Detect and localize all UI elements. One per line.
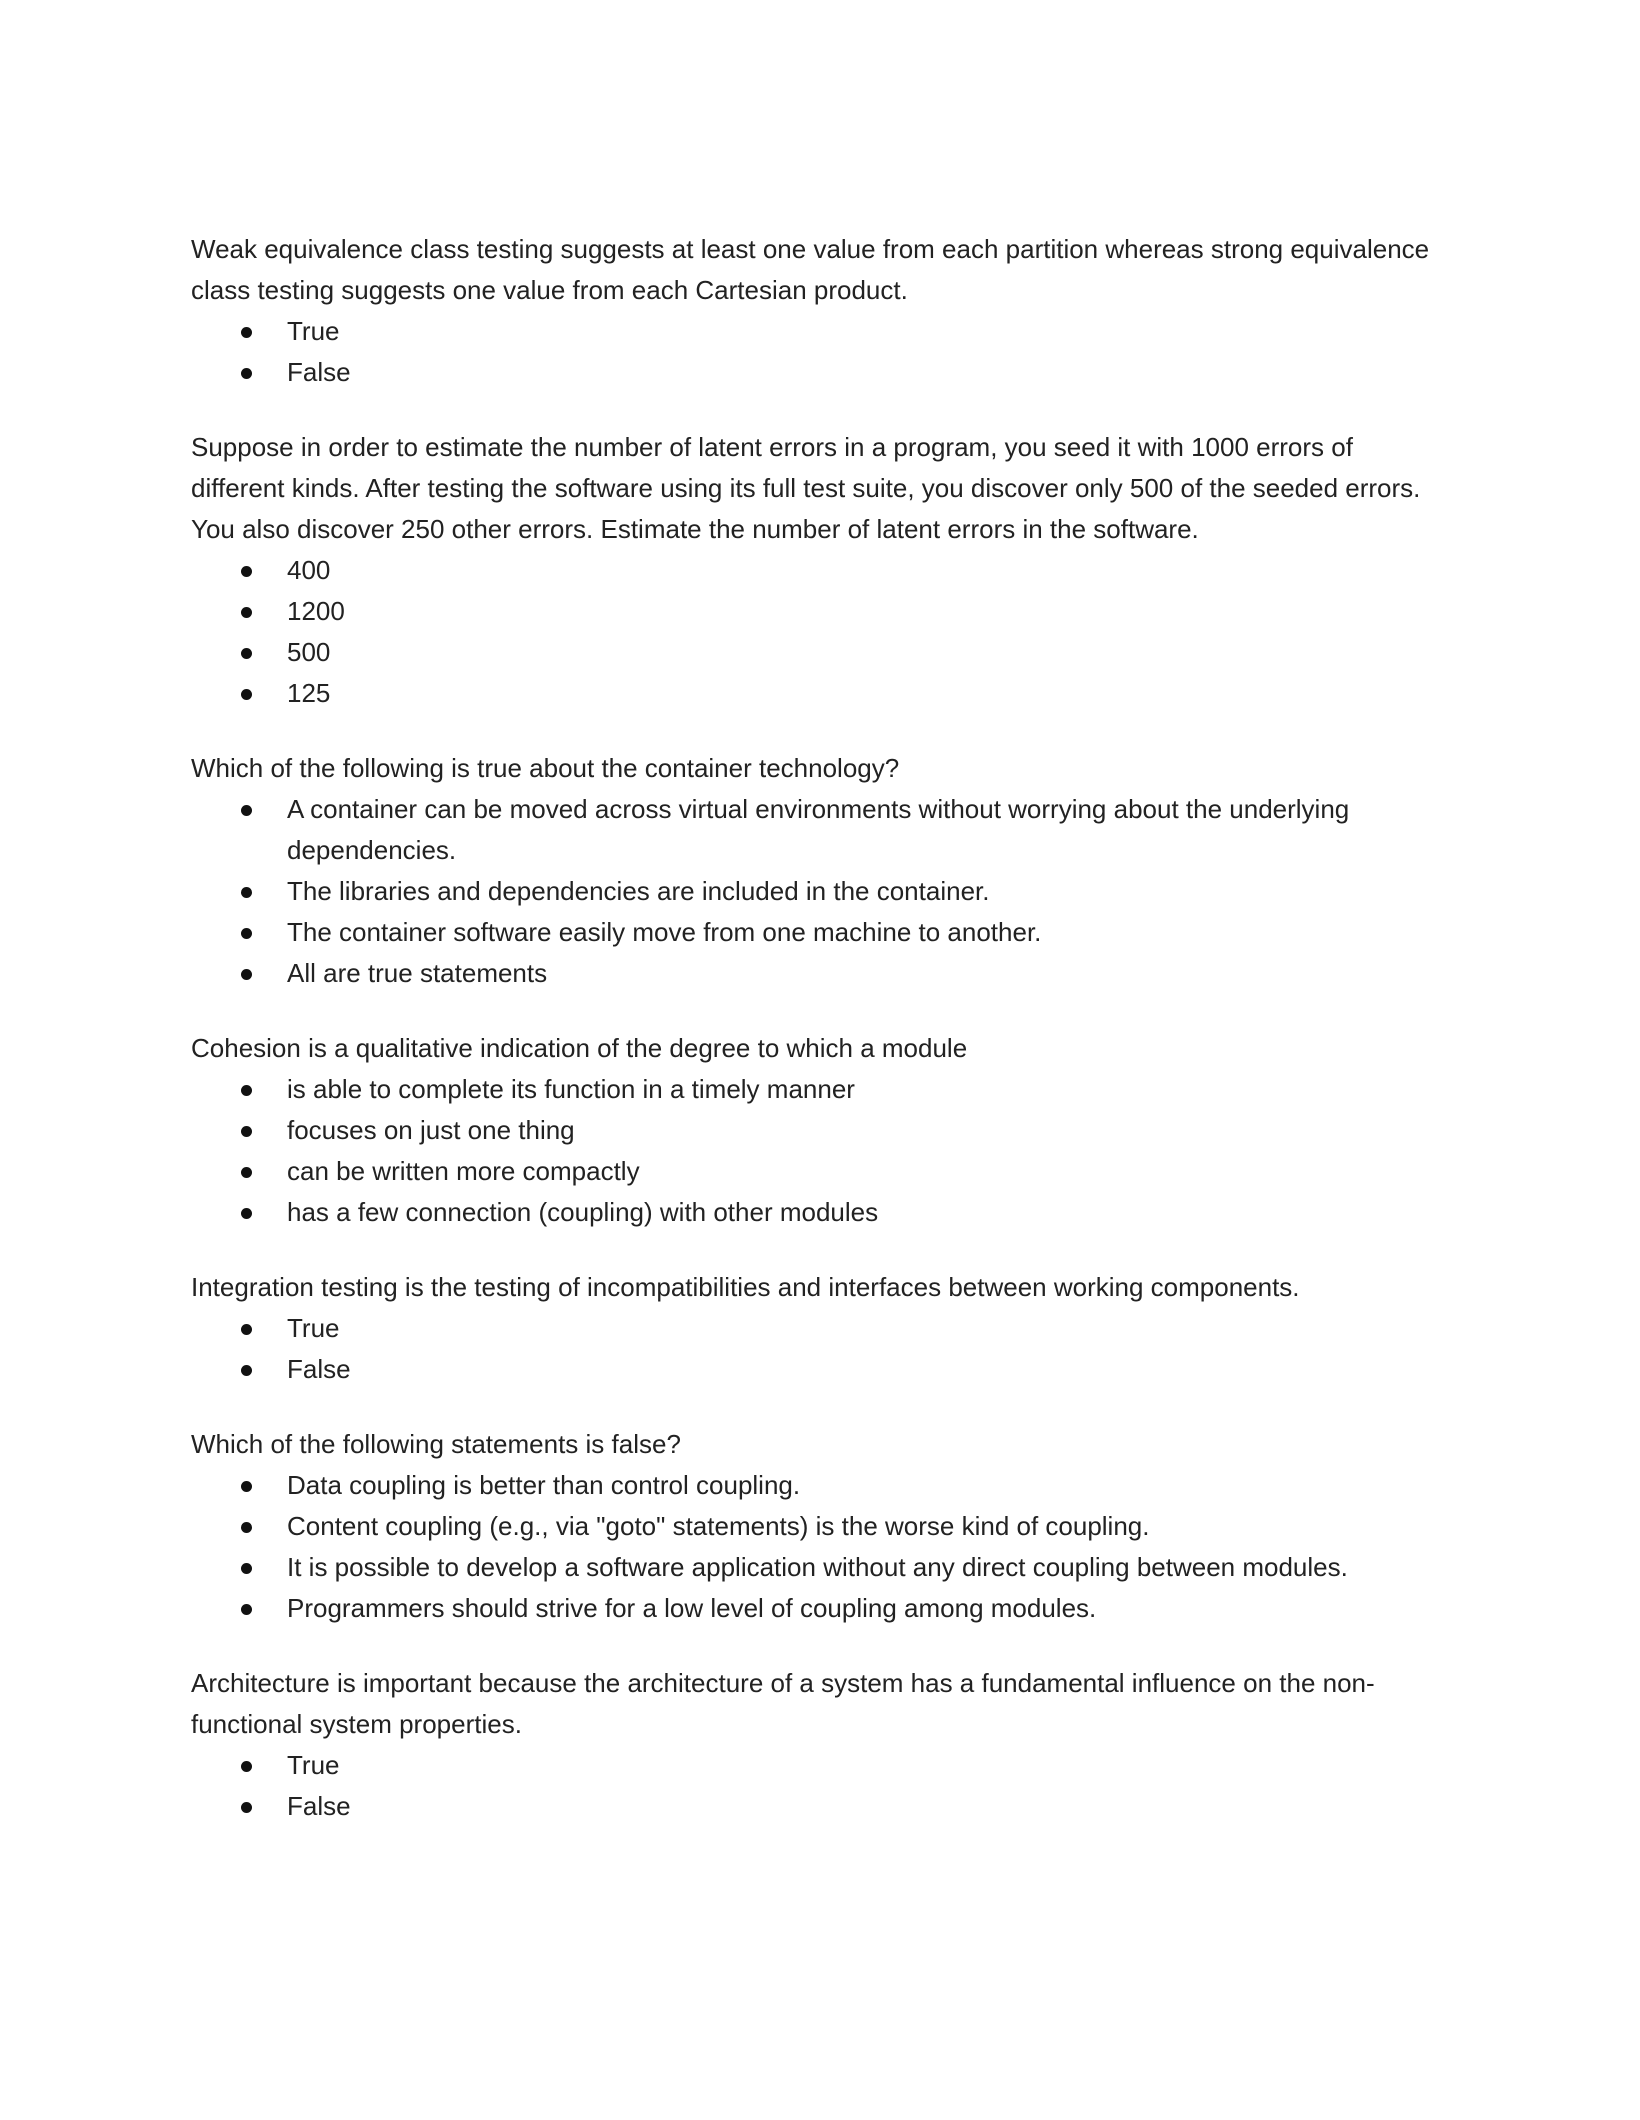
bullet-icon <box>241 969 252 980</box>
option-list <box>191 311 1451 393</box>
question-2 <box>191 427 1451 714</box>
option-text: 500 <box>287 637 331 667</box>
option-item <box>191 871 1451 912</box>
option-list <box>191 1308 1451 1390</box>
bullet-icon <box>241 1365 252 1376</box>
bullet-icon <box>241 1208 252 1219</box>
option-item <box>191 1110 1451 1151</box>
option-item <box>191 912 1451 953</box>
option-text: 400 <box>287 555 331 585</box>
bullet-icon <box>241 648 252 659</box>
option-item <box>191 1192 1451 1233</box>
option-list <box>191 1465 1451 1629</box>
option-text: can be written more compactly <box>287 1156 640 1186</box>
option-text: Content coupling (e.g., via "goto" statements) is the worse kind of coupling. <box>287 1511 1150 1541</box>
bullet-icon <box>241 566 252 577</box>
option-item <box>191 591 1451 632</box>
option-item <box>191 1465 1451 1506</box>
question-3 <box>191 748 1451 994</box>
option-text: Data coupling is better than control coupling. <box>287 1470 801 1500</box>
bullet-icon <box>241 1761 252 1772</box>
option-text: True <box>287 1313 340 1343</box>
option-item <box>191 1349 1451 1390</box>
option-text: 1200 <box>287 596 345 626</box>
question-text: Weak equivalence class testing suggests at least one value from each partition whereas strong equivalence class testing suggests one value from each Cartesian product. <box>191 234 1430 305</box>
bullet-icon <box>241 1085 252 1096</box>
bullet-icon <box>241 1802 252 1813</box>
option-item <box>191 1151 1451 1192</box>
option-text: True <box>287 1750 340 1780</box>
option-item <box>191 1069 1451 1110</box>
option-text: Programmers should strive for a low level of coupling among modules. <box>287 1593 1097 1623</box>
option-item <box>191 550 1451 591</box>
option-text: The libraries and dependencies are included in the container. <box>287 876 990 906</box>
option-item <box>191 632 1451 673</box>
question-text: Cohesion is a qualitative indication of the degree to which a module <box>191 1033 968 1063</box>
question-text: Architecture is important because the architecture of a system has a fundamental influence on the non-functional system properties. <box>191 1668 1375 1739</box>
document-body <box>191 229 1451 1861</box>
bullet-icon <box>241 1481 252 1492</box>
bullet-icon <box>241 805 252 816</box>
question-text: Suppose in order to estimate the number of latent errors in a program, you seed it with 1000 errors of different kinds. After testing the software using its full test suite, you discover only 500 of the seeded errors. You also discover 250 other errors. Estimate the number of latent errors in the software. <box>191 432 1421 544</box>
option-item <box>191 311 1451 352</box>
bullet-icon <box>241 1167 252 1178</box>
option-item <box>191 953 1451 994</box>
bullet-icon <box>241 607 252 618</box>
bullet-icon <box>241 368 252 379</box>
question-text: Which of the following is true about the container technology? <box>191 753 900 783</box>
option-text: A container can be moved across virtual environments without worrying about the underlying dependencies. <box>287 794 1350 865</box>
option-text: False <box>287 357 351 387</box>
option-text: All are true statements <box>287 958 548 988</box>
option-text: It is possible to develop a software application without any direct coupling between modules. <box>287 1552 1348 1582</box>
option-item <box>191 352 1451 393</box>
option-item <box>191 1745 1451 1786</box>
option-item <box>191 789 1451 871</box>
option-list <box>191 550 1451 714</box>
bullet-icon <box>241 928 252 939</box>
bullet-icon <box>241 1126 252 1137</box>
option-text: The container software easily move from one machine to another. <box>287 917 1042 947</box>
option-item <box>191 1547 1451 1588</box>
bullet-icon <box>241 887 252 898</box>
option-text: focuses on just one thing <box>287 1115 575 1145</box>
option-list <box>191 1745 1451 1827</box>
bullet-icon <box>241 689 252 700</box>
question-5 <box>191 1267 1451 1390</box>
option-list <box>191 1069 1451 1233</box>
option-item <box>191 1308 1451 1349</box>
option-item <box>191 1506 1451 1547</box>
option-list <box>191 789 1451 994</box>
bullet-icon <box>241 1604 252 1615</box>
question-text: Integration testing is the testing of incompatibilities and interfaces between working components. <box>191 1272 1300 1302</box>
option-text: is able to complete its function in a timely manner <box>287 1074 855 1104</box>
question-4 <box>191 1028 1451 1233</box>
bullet-icon <box>241 327 252 338</box>
question-1 <box>191 229 1451 393</box>
bullet-icon <box>241 1522 252 1533</box>
bullet-icon <box>241 1563 252 1574</box>
option-text: 125 <box>287 678 331 708</box>
question-7 <box>191 1663 1451 1827</box>
option-item <box>191 1786 1451 1827</box>
option-item <box>191 1588 1451 1629</box>
question-6 <box>191 1424 1451 1629</box>
bullet-icon <box>241 1324 252 1335</box>
option-text: has a few connection (coupling) with other modules <box>287 1197 879 1227</box>
option-text: False <box>287 1791 351 1821</box>
option-item <box>191 673 1451 714</box>
option-text: False <box>287 1354 351 1384</box>
option-text: True <box>287 316 340 346</box>
question-text: Which of the following statements is false? <box>191 1429 681 1459</box>
